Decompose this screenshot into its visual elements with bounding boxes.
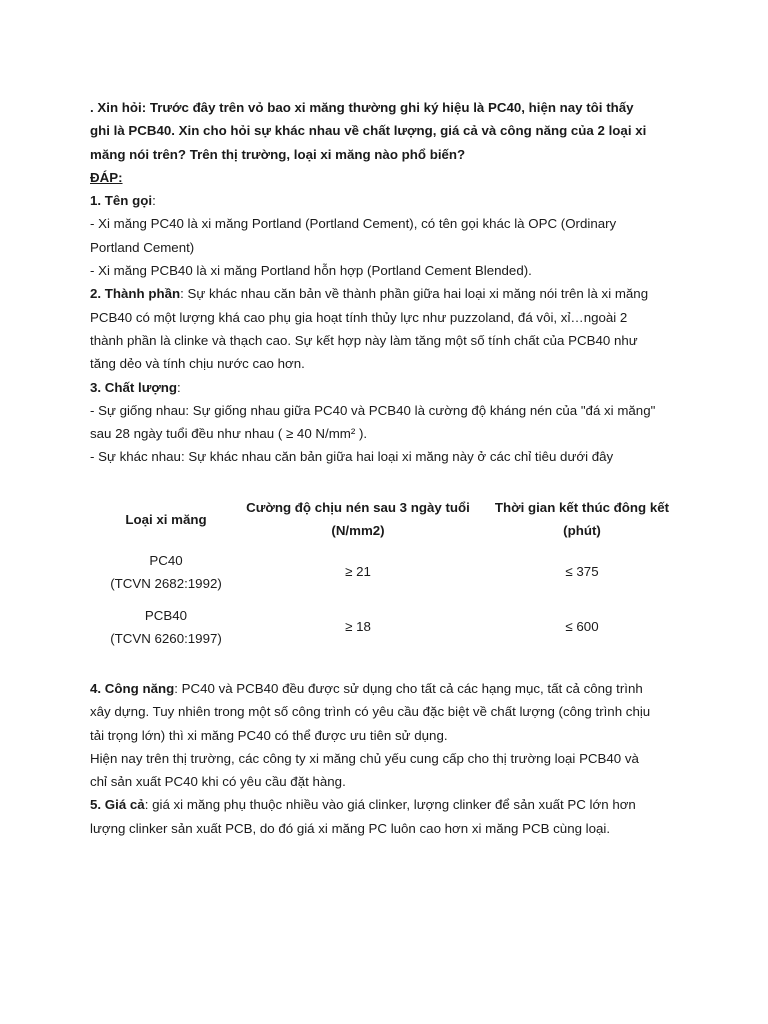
- table-cell-cement-type: [90, 599, 242, 654]
- section-1-line-2: Portland Cement): [90, 239, 195, 255]
- answer-label: ĐÁP:: [90, 169, 123, 185]
- section-2-first-line: [90, 282, 690, 305]
- section-4-line-5: chỉ sản xuất PC40 khi có yêu cầu đặt hàng.: [90, 774, 346, 790]
- table-cell-strength: ≥ 18: [345, 619, 371, 634]
- section-5-heading: 5. Giá cả: [90, 797, 145, 813]
- table-cell-strength: ≥ 21: [345, 564, 371, 579]
- section-3-colon: :: [177, 379, 181, 395]
- comparison-table: [90, 494, 690, 654]
- table-header-setting-time-line-1: Thời gian kết thúc đông kết: [494, 500, 670, 515]
- section-3-line-2: sau 28 ngày tuổi đều như nhau ( ≥ 40 N/mm² ).: [90, 426, 368, 442]
- section-1-heading: 1. Tên gọi: [90, 193, 153, 209]
- table-cell-setting-time: ≤ 600: [565, 619, 599, 634]
- section-3-line-1: - Sự giống nhau: Sự giống nhau giữa PC40 và PCB40 là cường độ kháng nén của "đá xi măng": [90, 402, 656, 418]
- table-header-strength-line-2: (N/mm2): [331, 523, 385, 538]
- section-4-heading: 4. Công năng: [90, 681, 175, 696]
- question-line-2: ghi là PCB40. Xin cho hỏi sự khác nhau về chất lượng, giá cả và công năng của 2 loại xi: [90, 123, 647, 139]
- section-2-heading: 2. Thành phần: [90, 286, 181, 302]
- section-4-first-line: [90, 677, 700, 700]
- section-5-line-2: lượng clinker sản xuất PCB, do đó giá xi măng PC luôn cao hơn xi măng PCB cùng loại.: [90, 820, 611, 836]
- section-2-line-3: thành phần là clinke và thạch cao. Sự kết hợp này làm tăng một số tính chất của PCB40 như: [90, 332, 638, 348]
- cement-name: PCB40: [144, 607, 188, 623]
- cement-standard: (TCVN 2682:1992): [110, 575, 222, 591]
- section-2-line-4: tăng dẻo và tính chịu nước cao hơn.: [90, 356, 305, 372]
- section-4-first-line-text: : PC40 và PCB40 đều được sử dụng cho tất cả các hạng mục, tất cả công trình: [174, 681, 643, 696]
- section-3-heading-line: [90, 376, 690, 399]
- section-4-line-3: tải trọng lớn) thì xi măng PC40 có thể được ưu tiên sử dụng.: [90, 727, 448, 743]
- table-header-cement-type-text: Loại xi măng: [125, 511, 207, 527]
- section-4-line-4: Hiện nay trên thị trường, các công ty xi măng chủ yếu cung cấp cho thị trường loại PCB40 và: [90, 750, 639, 766]
- table-row: [90, 599, 690, 654]
- table-header-strength-line-1: Cường độ chịu nén sau 3 ngày tuổi: [246, 500, 470, 515]
- question-line-3: măng nói trên? Trên thị trường, loại xi măng nào phổ biến?: [90, 146, 466, 162]
- question-line-1: . Xin hỏi: Trước đây trên vỏ bao xi măng thường ghi ký hiệu là PC40, hiện nay tôi thấy: [90, 100, 634, 115]
- section-1-line-3: - Xi măng PCB40 là xi măng Portland hỗn hợp (Portland Cement Blended).: [90, 263, 532, 279]
- table-cell-setting-time: ≤ 375: [565, 564, 599, 579]
- table-row: [90, 544, 690, 599]
- table-header-cement-type: [90, 494, 242, 544]
- table-cell-cement-type: [90, 544, 242, 599]
- section-2-line-2: PCB40 có một lượng khá cao phụ gia hoạt tính thủy lực như puzzoland, đá vôi, xỉ…ngoài 2: [90, 309, 628, 325]
- section-3-line-3: - Sự khác nhau: Sự khác nhau căn bản giữa hai loại xi măng này ở các chỉ tiêu dưới đây: [90, 449, 614, 465]
- cement-standard: (TCVN 6260:1997): [110, 630, 222, 646]
- section-4-line-2: xây dựng. Tuy nhiên trong một số công trình có yêu cầu đặc biệt về chất lượng (công trình chịu: [90, 704, 651, 720]
- section-5-first-line: [90, 793, 700, 816]
- table-header-row: [90, 494, 690, 544]
- cement-name: PC40: [149, 552, 183, 568]
- section-2-first-line-text: : Sự khác nhau căn bản về thành phần giữa hai loại xi măng nói trên là xi măng: [180, 286, 649, 302]
- table-header-strength: [242, 494, 474, 544]
- section-3-heading: 3. Chất lượng: [90, 379, 178, 395]
- section-5-first-line-text: : giá xi măng phụ thuộc nhiều vào giá clinker, lượng clinker để sản xuất PC lớn hơn: [144, 797, 636, 813]
- section-1-line-1: - Xi măng PC40 là xi măng Portland (Portland Cement), có tên gọi khác là OPC (Ordinary: [90, 216, 617, 232]
- table-header-setting-time-line-2: (phút): [563, 523, 601, 538]
- section-1-heading-line: [90, 189, 690, 212]
- document-body: [90, 96, 690, 469]
- document-body-continued: [90, 677, 700, 840]
- table-header-setting-time: [474, 494, 690, 544]
- section-1-colon: :: [152, 193, 156, 209]
